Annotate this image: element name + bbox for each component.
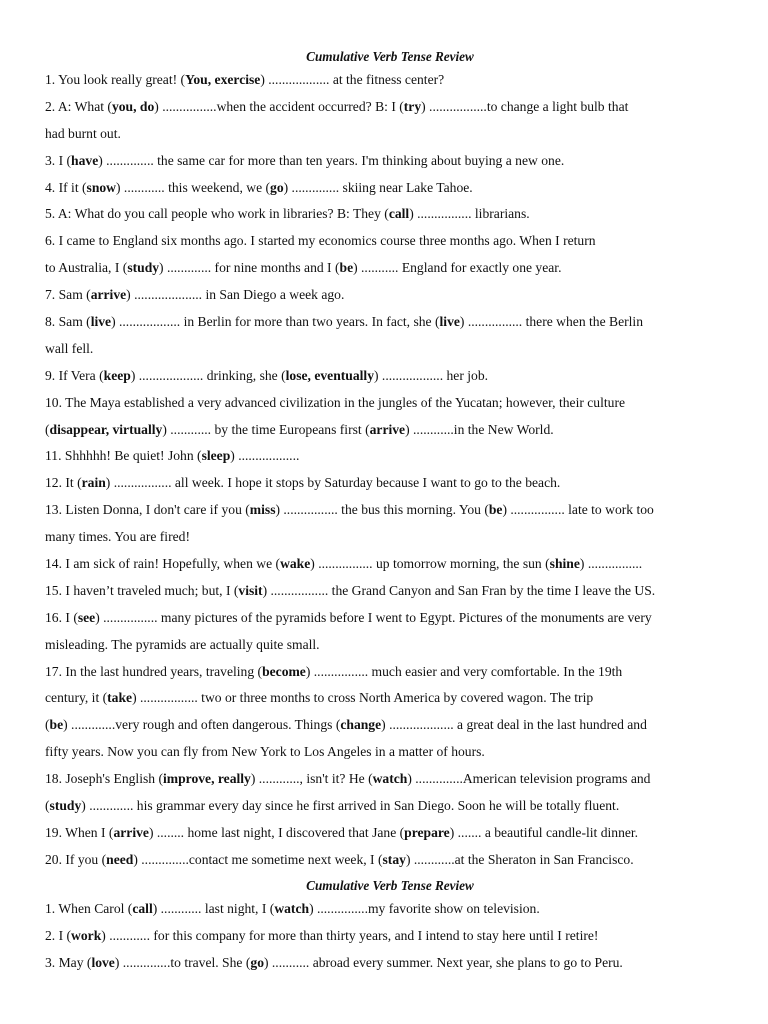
sentence-text: ) ............in the New World. — [405, 421, 554, 437]
exercise-line — [45, 336, 735, 363]
exercise-line — [45, 443, 735, 470]
exercise-line — [45, 228, 735, 255]
sentence-text: wall fell. — [45, 340, 94, 356]
exercise-line — [45, 605, 735, 632]
sentence-text: ) ................ up tomorrow morning, the sun ( — [310, 556, 550, 572]
sentence-text: 10. The Maya established a very advanced civilization in the jungles of the Yucatan; however, their culture — [45, 394, 626, 410]
sentence-text: 1. When Carol ( — [45, 900, 133, 916]
sentence-text: 5. A: What do you call people who work in libraries? B: They ( — [45, 206, 389, 222]
exercise-line — [45, 67, 735, 94]
sentence-text: ( — [45, 421, 50, 437]
section-1-title: Cumulative Verb Tense Review — [306, 49, 474, 64]
sentence-text: 4. If it ( — [45, 179, 87, 195]
sentence-text: ) ................ late to work too — [502, 502, 654, 518]
sentence-text: 12. It ( — [45, 475, 82, 491]
sentence-text: ) ................ librarians. — [409, 206, 530, 222]
sentence-text: ) .................. at the fitness center? — [260, 72, 445, 87]
sentence-text: 1. You look really great! ( — [45, 72, 186, 87]
worksheet-page — [45, 47, 735, 976]
exercise-line — [45, 923, 735, 950]
verb-prompt: arrive — [90, 287, 127, 303]
exercise-line — [45, 121, 735, 148]
sentence-text: ) ................ — [579, 556, 643, 572]
sentence-text: ) ................... a great deal in the last hundred and — [381, 717, 647, 733]
sentence-text: had burnt out. — [45, 125, 121, 141]
verb-prompt: watch — [274, 900, 310, 916]
verb-prompt: snow — [86, 179, 116, 195]
verb-prompt: arrive — [113, 824, 149, 840]
sentence-text: fifty years. Now you can fly from New York to Los Angeles in a matter of hours. — [45, 744, 485, 760]
sentence-text: many times. You are fired! — [45, 529, 190, 545]
sentence-text: ) ..............to travel. She ( — [114, 954, 251, 970]
verb-prompt: prepare — [404, 824, 450, 840]
exercise-line — [45, 175, 735, 202]
exercise-line — [45, 739, 735, 766]
verb-prompt: live — [439, 314, 460, 330]
verb-prompt: You, exercise — [185, 72, 261, 87]
sentence-text: ) .................. in Berlin for more than two years. In fact, she ( — [111, 314, 440, 330]
verb-prompt: love — [91, 954, 115, 970]
sentence-text: ) ............. his grammar every day since he first arrived in San Diego. Soon he will be totally fluent. — [81, 798, 620, 814]
exercise-line — [45, 820, 735, 847]
verb-prompt: shine — [549, 556, 580, 572]
exercise-line — [45, 417, 735, 444]
sentence-text: ) ............ this weekend, we ( — [116, 179, 271, 195]
sentence-text: century, it ( — [45, 690, 108, 706]
sentence-text: ) ............ for this company for more than thirty years, and I intend to stay here until I retire! — [101, 927, 599, 943]
sentence-text: ) ................. all week. I hope it stops by Saturday because I want to go to the beach. — [105, 475, 561, 491]
sentence-text: ) ............ last night, I ( — [152, 900, 275, 916]
sentence-text: ) .................. her job. — [374, 367, 489, 383]
sentence-text: ) .................. — [230, 448, 300, 464]
verb-prompt: you, do — [111, 98, 155, 114]
verb-prompt: go — [270, 179, 284, 195]
verb-prompt: keep — [103, 367, 131, 383]
sentence-text: 2. A: What ( — [45, 98, 112, 114]
sentence-text: ) ..............contact me sometime next week, I ( — [133, 851, 383, 867]
sentence-text: ) .................... in San Diego a week ago. — [126, 287, 345, 303]
verb-prompt: live — [90, 314, 112, 330]
exercise-line — [45, 94, 735, 121]
sentence-text: 17. In the last hundred years, traveling ( — [45, 663, 263, 679]
sentence-text: ) ..............American television programs and — [407, 771, 651, 787]
verb-prompt: wake — [280, 556, 311, 572]
exercise-line — [45, 632, 735, 659]
exercise-line — [45, 470, 735, 497]
exercise-line — [45, 363, 735, 390]
sentence-text: 19. When I ( — [45, 824, 114, 840]
sentence-text: 2. I ( — [45, 927, 72, 943]
verb-prompt: try — [403, 98, 422, 114]
sentence-text: ) ........... England for exactly one year. — [353, 260, 562, 276]
verb-prompt: miss — [249, 502, 276, 518]
verb-prompt: study — [127, 260, 160, 276]
verb-prompt: improve, really — [163, 771, 251, 787]
exercise-line — [45, 896, 735, 923]
section-2-title: Cumulative Verb Tense Review — [306, 877, 474, 893]
exercise-line — [45, 847, 735, 874]
sentence-text: 6. I came to England six months ago. I started my economics course three months ago. When I return — [45, 233, 596, 249]
verb-prompt: go — [250, 954, 264, 970]
sentence-text: 14. I am sick of rain! Hopefully, when we ( — [45, 556, 281, 572]
verb-prompt: change — [340, 717, 382, 733]
verb-prompt: arrive — [369, 421, 406, 437]
sentence-text: ) .................to change a light bulb that — [421, 98, 629, 114]
exercise-line — [45, 255, 735, 282]
verb-prompt: call — [388, 206, 410, 222]
section-2-exercises — [45, 896, 735, 977]
sentence-text: ) ....... a beautiful candle-lit dinner. — [449, 824, 639, 840]
exercise-line — [45, 578, 735, 605]
exercise-line — [45, 309, 735, 336]
exercise-line — [45, 950, 735, 977]
section-1-exercises — [45, 67, 735, 874]
sentence-text: ) ................ there when the Berlin — [459, 314, 643, 330]
sentence-text: ) .............very rough and often dangerous. Things ( — [63, 717, 341, 733]
verb-prompt: be — [339, 260, 354, 276]
verb-prompt: become — [262, 663, 306, 679]
exercise-line — [45, 390, 735, 417]
sentence-text: ) ............ by the time Europeans first ( — [162, 421, 370, 437]
sentence-text: ) ................. two or three months to cross North America by covered wagon. The trip — [132, 690, 594, 706]
sentence-text: 16. I ( — [45, 609, 78, 625]
verb-prompt: rain — [81, 475, 106, 491]
sentence-text: 9. If Vera ( — [45, 367, 104, 383]
sentence-text: ) ................when the accident occurred? B: I ( — [154, 98, 404, 114]
exercise-line — [45, 793, 735, 820]
verb-prompt: call — [132, 900, 153, 916]
exercise-line — [45, 282, 735, 309]
verb-prompt: need — [106, 851, 134, 867]
sentence-text: ) ............. for nine months and I ( — [159, 260, 340, 276]
exercise-line — [45, 766, 735, 793]
verb-prompt: have — [71, 152, 99, 168]
exercise-line — [45, 551, 735, 578]
sentence-text: 18. Joseph's English ( — [45, 771, 163, 787]
verb-prompt: see — [77, 609, 96, 625]
exercise-line — [45, 148, 735, 175]
verb-prompt: disappear, virtually — [49, 421, 163, 437]
sentence-text: ) ................. the Grand Canyon and San Fran by the time I leave the US. — [262, 582, 656, 598]
sentence-text: 8. Sam ( — [45, 314, 91, 330]
exercise-line — [45, 685, 735, 712]
sentence-text: ) ........... abroad every summer. Next year, she plans to go to Peru. — [263, 954, 623, 970]
sentence-text: 3. May ( — [45, 954, 92, 970]
exercise-line — [45, 201, 735, 228]
sentence-text: ) ................... drinking, she ( — [130, 367, 286, 383]
exercise-line — [45, 712, 735, 739]
sentence-text: 13. Listen Donna, I don't care if you ( — [45, 502, 250, 518]
exercise-line — [45, 497, 735, 524]
exercise-line — [45, 659, 735, 686]
sentence-text: ) ................ much easier and very comfortable. In the 19th — [305, 663, 623, 679]
verb-prompt: study — [49, 798, 82, 814]
verb-prompt: watch — [372, 771, 408, 787]
verb-prompt: visit — [238, 582, 263, 598]
sentence-text: 20. If you ( — [45, 851, 107, 867]
verb-prompt: lose, eventually — [285, 367, 374, 383]
sentence-text: 11. Shhhhh! Be quiet! John ( — [45, 448, 202, 464]
sentence-text: 15. I haven’t traveled much; but, I ( — [45, 582, 239, 598]
sentence-text: misleading. The pyramids are actually quite small. — [45, 636, 320, 652]
verb-prompt: be — [49, 717, 64, 733]
sentence-text: 3. I ( — [45, 152, 72, 168]
sentence-text: ) ............, isn't it? He ( — [250, 771, 373, 787]
sentence-text: ) ........ home last night, I discovered that Jane ( — [148, 824, 405, 840]
sentence-text: ) ...............my favorite show on television. — [309, 900, 540, 916]
sentence-text: 7. Sam ( — [45, 287, 91, 303]
exercise-line — [45, 524, 735, 551]
sentence-text: ) ................ the bus this morning. You ( — [275, 502, 489, 518]
verb-prompt: be — [488, 502, 503, 518]
sentence-text: ) .............. the same car for more than ten years. I'm thinking about buying a new one. — [98, 152, 565, 168]
verb-prompt: sleep — [201, 448, 231, 464]
sentence-text: ) ............at the Sheraton in San Francisco. — [405, 851, 634, 867]
sentence-text: ) .............. skiing near Lake Tahoe. — [283, 179, 473, 195]
verb-prompt: take — [107, 690, 133, 706]
verb-prompt: stay — [382, 851, 406, 867]
sentence-text: ( — [45, 798, 50, 814]
sentence-text: ( — [45, 717, 50, 733]
sentence-text: to Australia, I ( — [45, 260, 128, 276]
sentence-text: ) ................ many pictures of the pyramids before I went to Egypt. Pictures of the monuments are very — [95, 609, 652, 625]
verb-prompt: work — [71, 927, 102, 943]
